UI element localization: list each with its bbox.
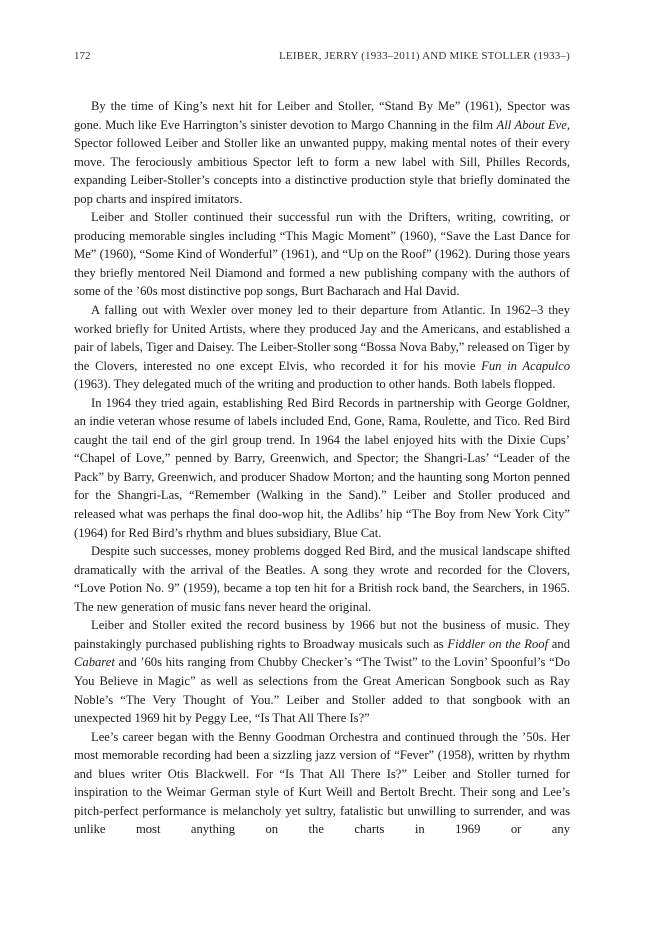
italic-title: All About Eve (496, 117, 567, 132)
text-run: By the time of King’s next hit for Leiber and Stoller, “Stand By Me” (1961), Spector was gone. Much like Eve Harrington’s sinister devotion to Margo Channing in the film (74, 99, 570, 132)
paragraph (74, 616, 570, 727)
text-run: and ’60s hits ranging from Chubby Checker’s “The Twist” to the Lovin’ Spoonful’s “Do You Believe in Magic” as well as selections from the Great American Songbook such as Ray Noble’s “The Very Thought of You.” Leiber and Stoller added to that songbook with an unexpected 1969 hit by Peggy Lee, “Is That All There Is?” (74, 655, 570, 726)
paragraph (74, 394, 570, 542)
paragraph (74, 97, 570, 208)
text-run: Leiber and Stoller continued their successful run with the Drifters, writing, cowriting, or producing memorable singles including “This Magic Moment” (1960), “Save the Last Dance for Me” (1960), “Some Kind of Wonderful” (1961), and “Up on the Roof” (1962). During those years they briefly mentored Neil Diamond and formed a new publishing company with the authors of some of the ’60s most distinctive pop songs, Burt Bacharach and Hal David. (74, 210, 570, 299)
text-run: , Spector followed Leiber and Stoller like an unwanted puppy, making mental notes of their every move. The ferociously ambitious Spector left to form a new label with Sill, Philles Records, expanding Leiber-Stoller’s concepts into a distinctive production style that briefly dominated the pop charts and inspired imitators. (74, 117, 570, 206)
italic-title: Cabaret (74, 655, 115, 670)
text-run: In 1964 they tried again, establishing Red Bird Records in partnership with George Goldner, an indie veteran whose resume of labels included End, Gone, Rama, Roulette, and Tico. Red Bird caught the tail end of the girl group trend. In 1964 the label enjoyed hits with the Dixie Cups’ “Chapel of Love,” penned by Barry, Greenwich, and Spector; the Shangri-Las’ “Leader of the Pack” by Barry, Greenwich, and producer Shadow Morton; and the haunting song Morton penned for the Shangri-Las, “Remember (Walking in the Sand).” Leiber and Stoller produced and released what was perhaps the final doo-wop hit, the Adlibs’ hip “The Boy from New York City” (1964) for Red Bird’s rhythm and blues subsidiary, Blue Cat. (74, 395, 570, 540)
paragraph (74, 728, 570, 839)
body-text (74, 97, 570, 839)
page-header (74, 50, 570, 66)
text-run: Leiber and Stoller exited the record business by 1966 but not the business of music. They painstakingly purchased publishing rights to Broadway musicals such as (74, 618, 570, 651)
running-title: LEIBER, JERRY (1933–2011) AND MIKE STOLLER (1933–) (279, 50, 570, 62)
text-run: and (548, 636, 570, 651)
paragraph (74, 301, 570, 394)
text-run: A falling out with Wexler over money led to their departure from Atlantic. In 1962–3 they worked briefly for United Artists, where they produced Jay and the Americans, and established a pair of labels, Tiger and Daisey. The Leiber-Stoller song “Bossa Nova Baby,” released on Tiger by the Clovers, interested no one except Elvis, who recorded it for his movie (74, 303, 570, 373)
text-run: Lee’s career began with the Benny Goodman Orchestra and continued through the ’50s. Her most memorable recording had been a sizzling jazz version of “Fever” (1958), written by rhythm and blues writer Otis Blackwell. For “Is That All There Is?” Leiber and Stoller turned for inspiration to the Weimar German style of Kurt Weill and Bertolt Brecht. Their song and Lee’s pitch-perfect performance is melancholy yet sultry, fatalistic but unwilling to surrender, and was unlike most anything on the charts in 1969 or any (74, 729, 570, 837)
italic-title: Fun in Acapulco (481, 358, 570, 373)
paragraph (74, 208, 570, 301)
italic-title: Fiddler on the Roof (447, 636, 549, 651)
text-run: (1963). They delegated much of the writing and production to other hands. Both labels flopped. (74, 377, 556, 392)
page-number: 172 (74, 50, 91, 62)
paragraph (74, 542, 570, 616)
text-run: Despite such successes, money problems dogged Red Bird, and the musical landscape shifted dramatically with the arrival of the Beatles. A song they wrote and recorded for the Clovers, “Love Potion No. 9” (1959), became a top ten hit for a British rock band, the Searchers, in 1965. The new generation of music fans never heard the original. (74, 544, 570, 614)
